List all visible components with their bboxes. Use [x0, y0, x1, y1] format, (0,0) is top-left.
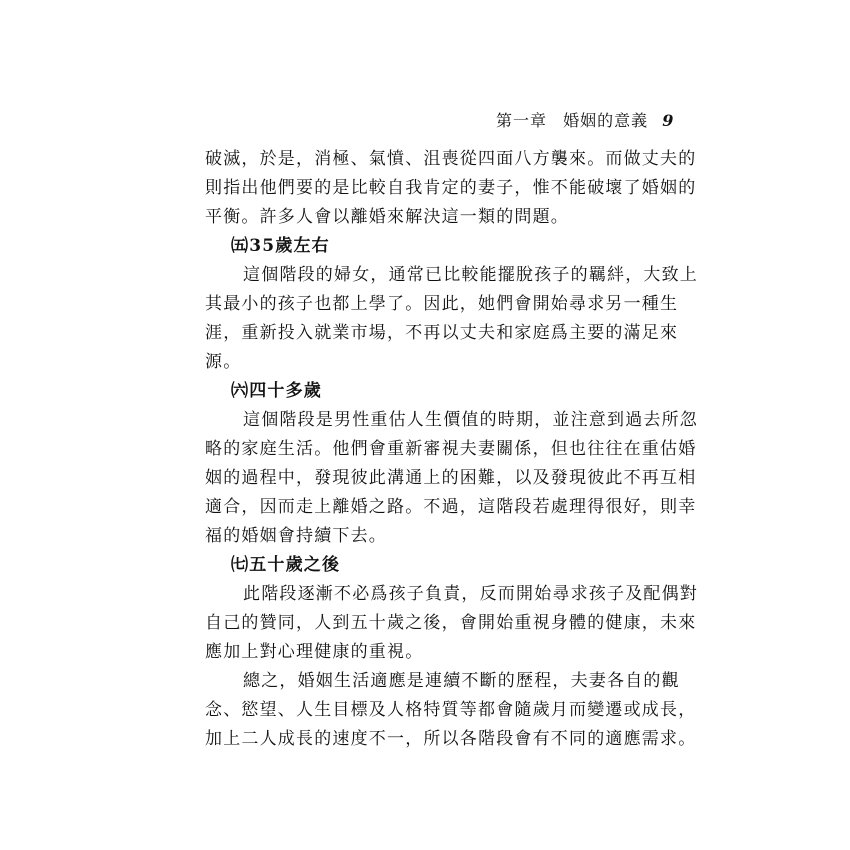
section-heading-7: ㈦五十歲之後: [231, 555, 341, 575]
section-heading-5: ㈤35歲左右: [231, 236, 330, 256]
section-heading-6: ㈥四十多歲: [231, 381, 322, 401]
text-line: 應加上對心理健康的重視。: [205, 642, 424, 662]
paragraph-forties: [205, 406, 698, 551]
text-line: 此階段逐漸不必爲孩子負責，反而開始尋求孩子及配偶對: [243, 584, 698, 604]
paragraph-continuation: [205, 145, 697, 232]
body-text: [205, 145, 698, 754]
chapter-label: 第一章: [496, 111, 548, 130]
text-line: 加上二人成長的速度不一，所以各階段會有不同的適應需求。: [205, 729, 697, 749]
chapter-title: 婚姻的意義: [563, 111, 649, 130]
text-line: 則指出他們要的是比較自我肯定的妻子，惟不能破壞了婚姻的: [205, 178, 697, 198]
running-head: [496, 108, 674, 131]
text-line: 自己的贊同，人到五十歲之後，會開始重視身體的健康，未來: [205, 613, 697, 633]
text-line: 總之，婚姻生活適應是連續不斷的歷程，夫妻各自的觀: [243, 671, 680, 691]
text-line: 姻的過程中，發現彼此溝通上的困難，以及發現彼此不再互相: [205, 468, 697, 488]
text-line: 福的婚姻會持續下去。: [205, 526, 387, 546]
text-line: 這個階段的婦女，通常已比較能擺脫孩子的羈絆，大致上: [243, 265, 698, 285]
text-line: 源。: [205, 352, 242, 372]
paragraph-fifties: [205, 580, 698, 667]
page-number: 9: [662, 111, 675, 130]
text-line: 涯，重新投入就業市場，不再以丈夫和家庭爲主要的滿足來: [205, 323, 679, 343]
text-line: 這個階段是男性重估人生價值的時期，並注意到過去所忽: [243, 410, 698, 430]
paragraph-35-years: [205, 261, 698, 377]
text-line: 平衡。許多人會以離婚來解決這一類的問題。: [205, 207, 569, 227]
text-line: 破滅，於是，消極、氣憤、沮喪從四面八方襲來。而做丈夫的: [205, 149, 697, 169]
text-line: 念、慾望、人生目標及人格特質等都會隨歲月而變遷或成長，: [205, 700, 697, 720]
text-line: 略的家庭生活。他們會重新審視夫妻關係，但也往往在重估婚: [205, 439, 697, 459]
paragraph-summary: [205, 667, 697, 754]
text-line: 適合，因而走上離婚之路。不過，這階段若處理得很好，則幸: [205, 497, 697, 517]
text-line: 其最小的孩子也都上學了。因此，她們會開始尋求另一種生: [205, 294, 679, 314]
